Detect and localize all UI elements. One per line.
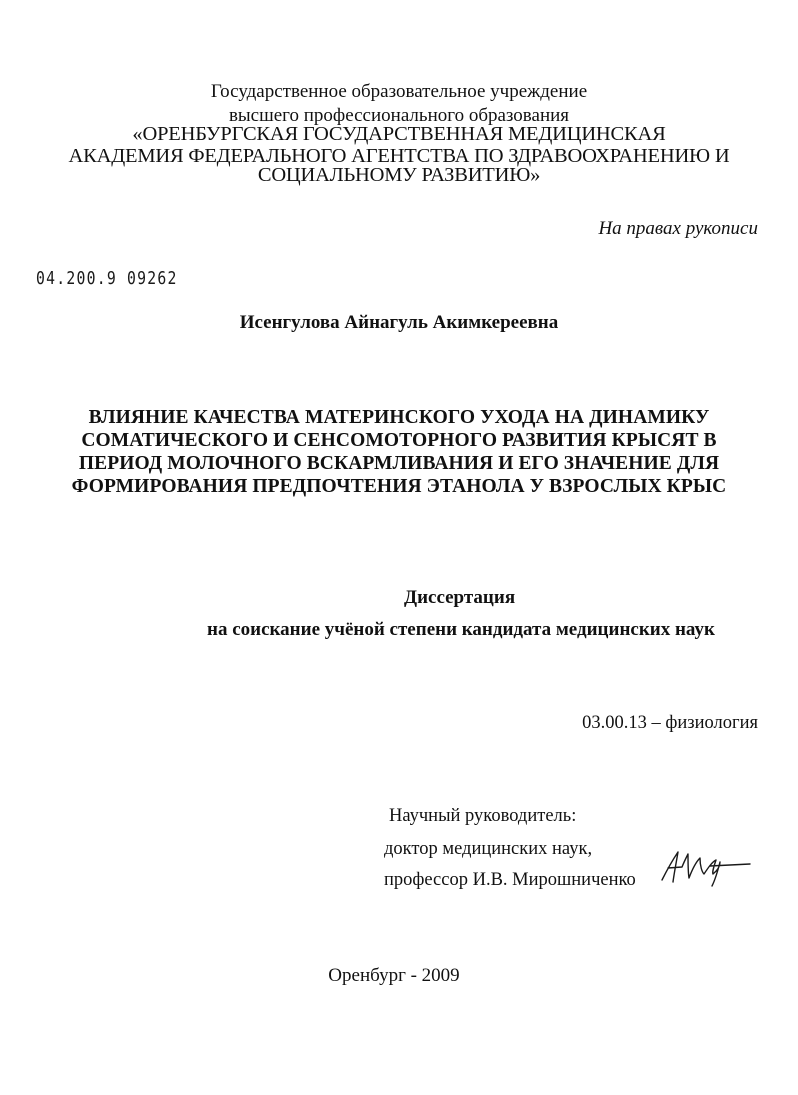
title-line-1: ВЛИЯНИЕ КАЧЕСТВА МАТЕРИНСКОГО УХОДА НА ДИНАМИКУ — [88, 407, 710, 428]
specialty-code: 03.00.13 – физиология — [582, 713, 758, 733]
advisor-label: Научный руководитель: — [389, 806, 577, 826]
dissertation-label: Диссертация — [404, 587, 516, 608]
institution-line-3: «ОРЕНБУРГСКАЯ ГОСУДАРСТВЕННАЯ МЕДИЦИНСКАЯ — [132, 123, 666, 145]
advisor-signature — [658, 840, 754, 890]
institution-line-5: СОЦИАЛЬНОМУ РАЗВИТИЮ» — [257, 164, 541, 186]
advisor-degree: доктор медицинских наук, — [384, 839, 593, 859]
title-line-3: ПЕРИОД МОЛОЧНОГО ВСКАРМЛИВАНИЯ И ЕГО ЗНАЧЕНИЕ ДЛЯ — [78, 453, 720, 474]
title-line-4: ФОРМИРОВАНИЯ ПРЕДПОЧТЕНИЯ ЭТАНОЛА У ВЗРОСЛЫХ КРЫС — [71, 476, 727, 497]
institution-line-2: высшего профессионального образования — [228, 105, 570, 126]
advisor-name: профессор И.В. Мирошниченко — [384, 870, 636, 890]
rights-note: На правах рукописи — [598, 218, 758, 239]
institution-line-4: АКАДЕМИЯ ФЕДЕРАЛЬНОГО АГЕНТСТВА ПО ЗДРАВООХРАНЕНИЮ И — [68, 145, 730, 167]
city-year: Оренбург - 2009 — [328, 965, 460, 986]
author-name: Исенгулова Айнагуль Акимкереевна — [239, 312, 559, 333]
library-stamp-number: 04.200.9 09262 — [36, 268, 178, 289]
title-line-2: СОМАТИЧЕСКОГО И СЕНСОМОТОРНОГО РАЗВИТИЯ КРЫСЯТ В — [81, 430, 717, 451]
dissertation-degree: на соискание учёной степени кандидата медицинских наук — [207, 619, 715, 640]
institution-line-1: Государственное образовательное учреждение — [210, 81, 588, 102]
